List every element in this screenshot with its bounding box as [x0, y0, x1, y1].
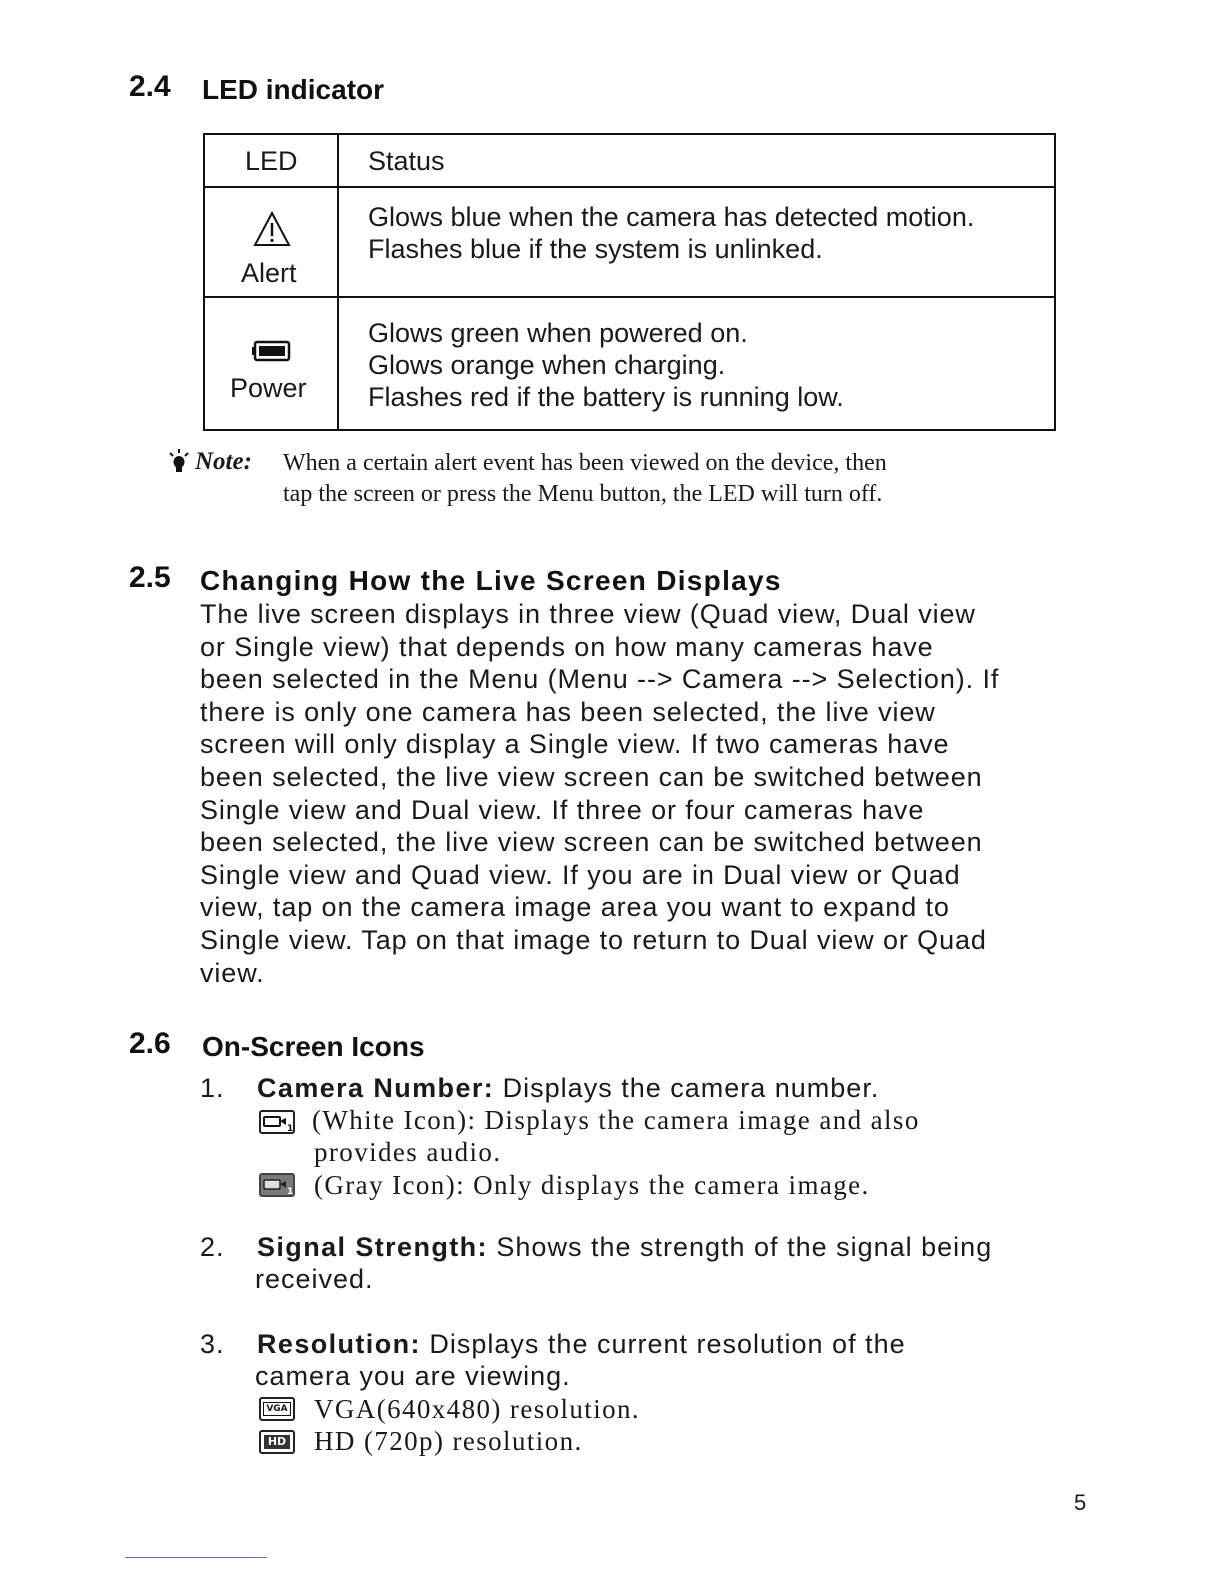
lightbulb-icon	[168, 449, 190, 475]
paragraph-line: The live screen displays in three view (Quad view, Dual view	[200, 599, 976, 629]
icon-description: (White Icon): Displays the camera image and also	[312, 1105, 920, 1135]
led-table	[203, 133, 1056, 431]
paragraph-line: there is only one camera has been selected, the live view	[200, 696, 936, 727]
section-number: 2.4	[129, 70, 171, 103]
alert-triangle-icon	[253, 211, 291, 247]
list-item	[257, 1328, 906, 1361]
section-number: 2.6	[129, 1027, 171, 1060]
list-item-number: 3.	[200, 1329, 225, 1359]
paragraph-line: or Single view) that depends on how many cameras have	[200, 631, 934, 662]
section-number: 2.5	[129, 561, 171, 594]
led-name-power: Power	[230, 373, 307, 403]
section-title: On-Screen Icons	[202, 1031, 425, 1062]
paragraph-line: screen will only display a Single view. If two cameras have	[200, 729, 950, 760]
section-title: LED indicator	[202, 74, 385, 105]
list-item-label: Signal Strength:	[257, 1232, 488, 1262]
svg-text:1: 1	[287, 1187, 293, 1195]
paragraph-line: been selected in the Menu (Menu --> Camera --> Selection). If	[200, 664, 1000, 695]
led-name-alert: Alert	[241, 258, 297, 288]
paragraph-line: Single view and Quad view. If you are in Dual view or Quad	[200, 859, 961, 890]
list-item-text: Displays the camera number.	[494, 1073, 880, 1103]
note-line: tap the screen or press the Menu button, the LED will turn off.	[283, 481, 883, 507]
icon-description: HD (720p) resolution.	[314, 1426, 583, 1456]
vga-icon: VGA	[259, 1397, 295, 1421]
status-line: Flashes red if the battery is running low.	[368, 382, 844, 412]
list-item	[257, 1072, 879, 1105]
paragraph-line: Single view and Dual view. If three or four cameras have	[200, 794, 925, 825]
status-line: Glows green when powered on.	[368, 318, 748, 348]
table-header-led: LED	[245, 146, 298, 176]
list-item	[257, 1231, 992, 1264]
battery-icon	[251, 339, 293, 363]
paragraph-line: Single view. Tap on that image to return to Dual view or Quad	[200, 924, 987, 955]
hd-icon: HD	[259, 1430, 295, 1454]
table-header-status: Status	[368, 146, 445, 176]
paragraph-line: view.	[200, 957, 265, 988]
camera-white-icon	[259, 1110, 295, 1134]
paragraph-line: been selected, the live view screen can be switched between	[200, 761, 983, 792]
status-line: Flashes blue if the system is unlinked.	[368, 234, 823, 264]
list-item-label: Resolution:	[257, 1329, 421, 1359]
section-title: Changing How the Live Screen Displays	[200, 565, 782, 596]
paragraph-line: been selected, the live view screen can be switched between	[200, 827, 983, 858]
icon-description: (Gray Icon): Only displays the camera image.	[314, 1170, 870, 1200]
list-item-label: Camera Number:	[257, 1073, 495, 1103]
list-item-number: 2.	[200, 1232, 225, 1262]
icon-description: provides audio.	[314, 1137, 502, 1167]
status-line: Glows blue when the camera has detected motion.	[368, 202, 975, 232]
list-item-continuation: camera you are viewing.	[255, 1361, 571, 1391]
page-number: 5	[1074, 1490, 1087, 1515]
status-line: Glows orange when charging.	[368, 350, 726, 380]
footer-rule	[125, 1557, 267, 1558]
list-item-number: 1.	[200, 1073, 225, 1103]
paragraph-line: view, tap on the camera image area you want to expand to	[200, 892, 950, 923]
note-line: When a certain alert event has been viewed on the device, then	[283, 450, 887, 476]
icon-description: VGA(640x480) resolution.	[314, 1394, 641, 1424]
live-screen-paragraph	[200, 598, 999, 989]
list-item-text: Displays the current resolution of the	[420, 1329, 906, 1359]
note-label: Note:	[195, 448, 252, 475]
svg-text:1: 1	[287, 1124, 293, 1132]
list-item-continuation: received.	[255, 1264, 374, 1294]
camera-gray-icon	[259, 1173, 295, 1197]
list-item-text: Shows the strength of the signal being	[487, 1232, 993, 1262]
